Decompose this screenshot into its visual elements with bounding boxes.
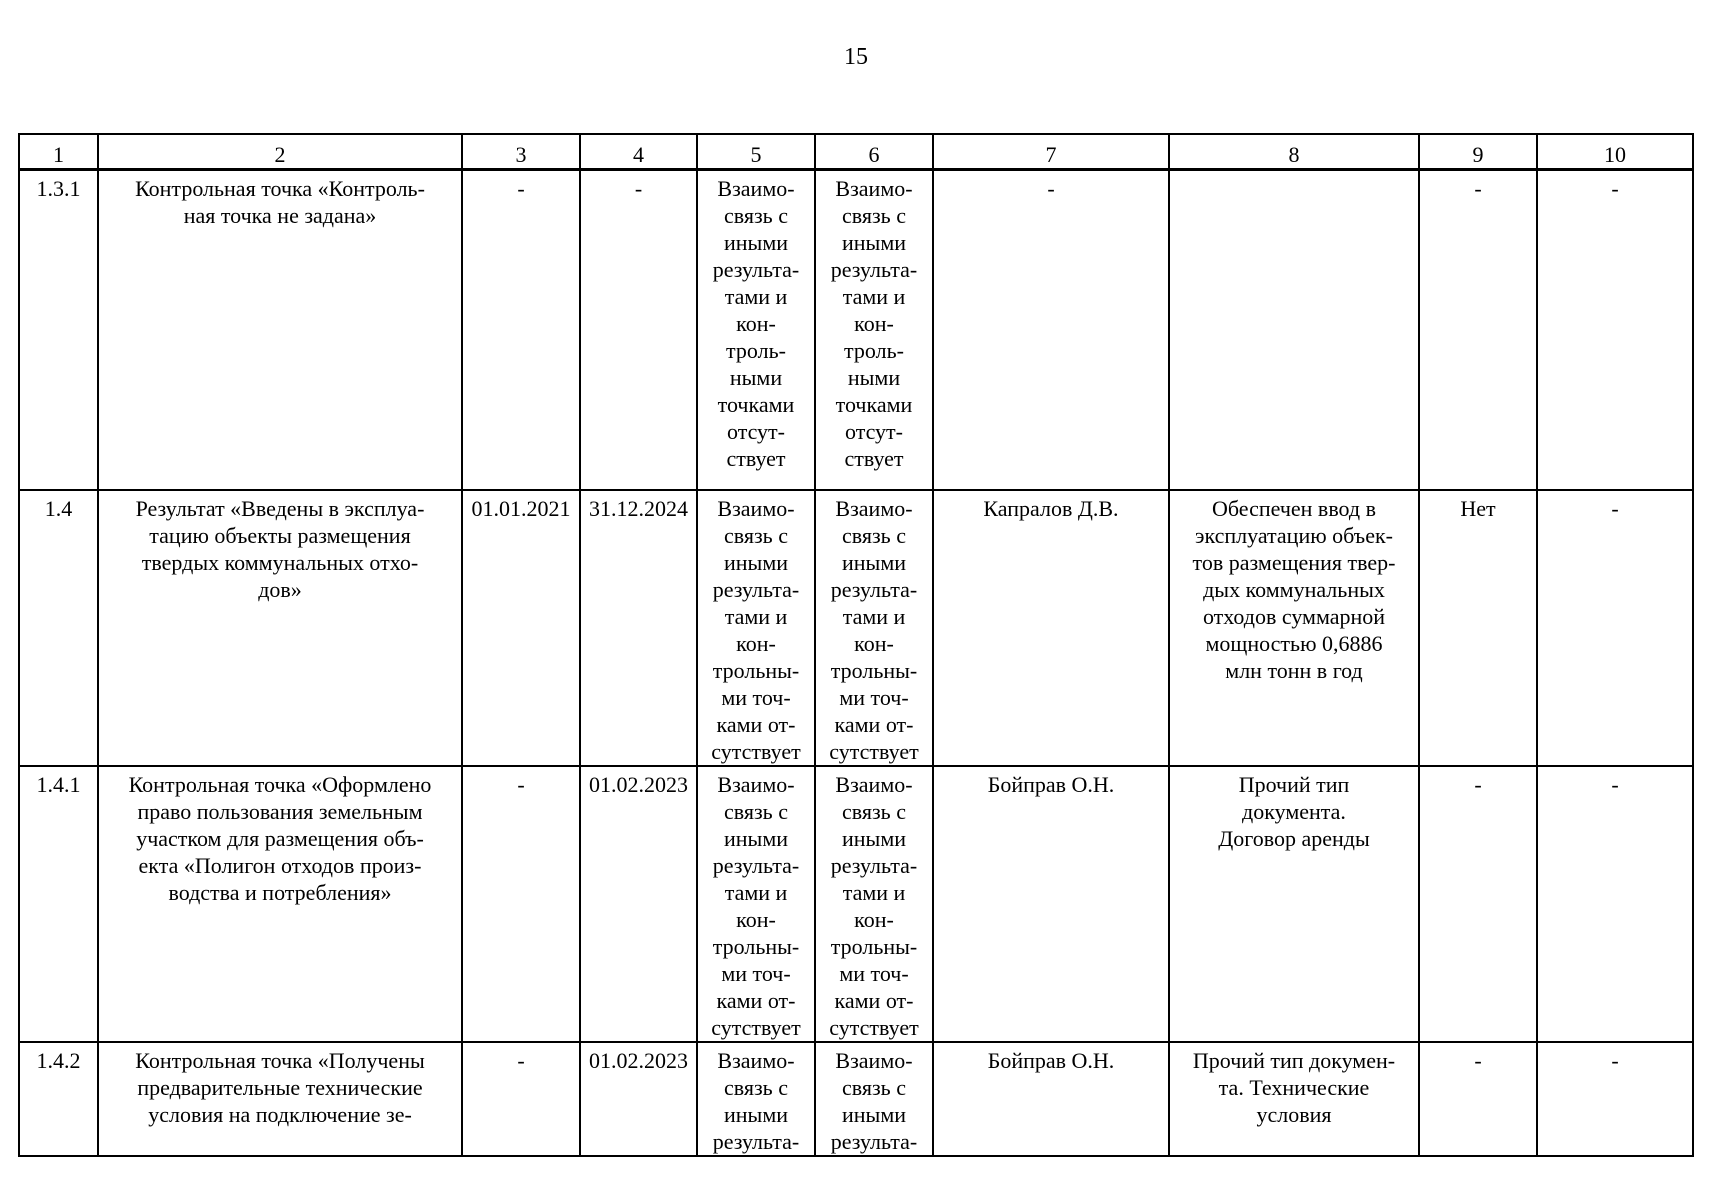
note-cell: - [1537,1042,1693,1156]
document-cell: Прочий тип документа. Договор аренды [1169,766,1419,1042]
responsible-cell: Бойправ О.Н. [933,766,1169,1042]
column-header: 3 [462,134,580,170]
column-header: 7 [933,134,1169,170]
row-number-cell: 1.4.2 [19,1042,98,1156]
name-cell: Контрольная точка «Получены предварительные технические условия на подключение зе- [98,1042,462,1156]
table-header-row [19,134,1693,170]
start-date-cell: 01.01.2021 [462,490,580,766]
document-cell: Обеспечен ввод в эксплуатацию объек- тов размещения твер- дых коммунальных отходов суммарной мощностью 0,6886 млн тонн в год [1169,490,1419,766]
relation-cell: Взаимо- связь с иными результа- [815,1042,933,1156]
column-header: 8 [1169,134,1419,170]
row-number-cell: 1.4 [19,490,98,766]
name-cell: Результат «Введены в эксплуа- тацию объекты размещения твердых коммунальных отхо- дов» [98,490,462,766]
note-cell: - [1537,490,1693,766]
relation-cell: Взаимо- связь с иными результа- тами и кон- трольны- ми точ- ками от- сутствует [815,766,933,1042]
start-date-cell: - [462,1042,580,1156]
relation-cell: Взаимо- связь с иными результа- [697,1042,815,1156]
row-number-cell: 1.4.1 [19,766,98,1042]
column-header: 9 [1419,134,1537,170]
data-table [18,133,1694,1157]
flag-cell: Нет [1419,490,1537,766]
page-number: 15 [844,44,868,70]
column-header: 5 [697,134,815,170]
start-date-cell: - [462,170,580,491]
column-header: 2 [98,134,462,170]
relation-cell: Взаимо- связь с иными результа- тами и кон- троль- ными точками отсут- ствует [815,170,933,491]
document-cell: Прочий тип докумен- та. Технические условия [1169,1042,1419,1156]
flag-cell: - [1419,170,1537,491]
note-cell: - [1537,766,1693,1042]
end-date-cell: - [580,170,697,491]
row-number-cell: 1.3.1 [19,170,98,491]
relation-cell: Взаимо- связь с иными результа- тами и кон- трольны- ми точ- ками от- сутствует [697,766,815,1042]
column-header: 1 [19,134,98,170]
table-row [19,1042,1693,1156]
responsible-cell: Бойправ О.Н. [933,1042,1169,1156]
column-header: 6 [815,134,933,170]
document-cell [1169,170,1419,491]
table-row [19,490,1693,766]
relation-cell: Взаимо- связь с иными результа- тами и кон- трольны- ми точ- ками от- сутствует [697,490,815,766]
flag-cell: - [1419,766,1537,1042]
relation-cell: Взаимо- связь с иными результа- тами и кон- трольны- ми точ- ками от- сутствует [815,490,933,766]
flag-cell: - [1419,1042,1537,1156]
end-date-cell: 01.02.2023 [580,766,697,1042]
responsible-cell: Капралов Д.В. [933,490,1169,766]
table-row [19,170,1693,491]
column-header: 10 [1537,134,1693,170]
column-header: 4 [580,134,697,170]
end-date-cell: 31.12.2024 [580,490,697,766]
note-cell: - [1537,170,1693,491]
name-cell: Контрольная точка «Контроль- ная точка не задана» [98,170,462,491]
start-date-cell: - [462,766,580,1042]
table-row [19,766,1693,1042]
end-date-cell: 01.02.2023 [580,1042,697,1156]
relation-cell: Взаимо- связь с иными результа- тами и кон- троль- ными точками отсут- ствует [697,170,815,491]
responsible-cell: - [933,170,1169,491]
name-cell: Контрольная точка «Оформлено право пользования земельным участком для размещения объ- екта «Полигон отходов произ- водства и потребления» [98,766,462,1042]
